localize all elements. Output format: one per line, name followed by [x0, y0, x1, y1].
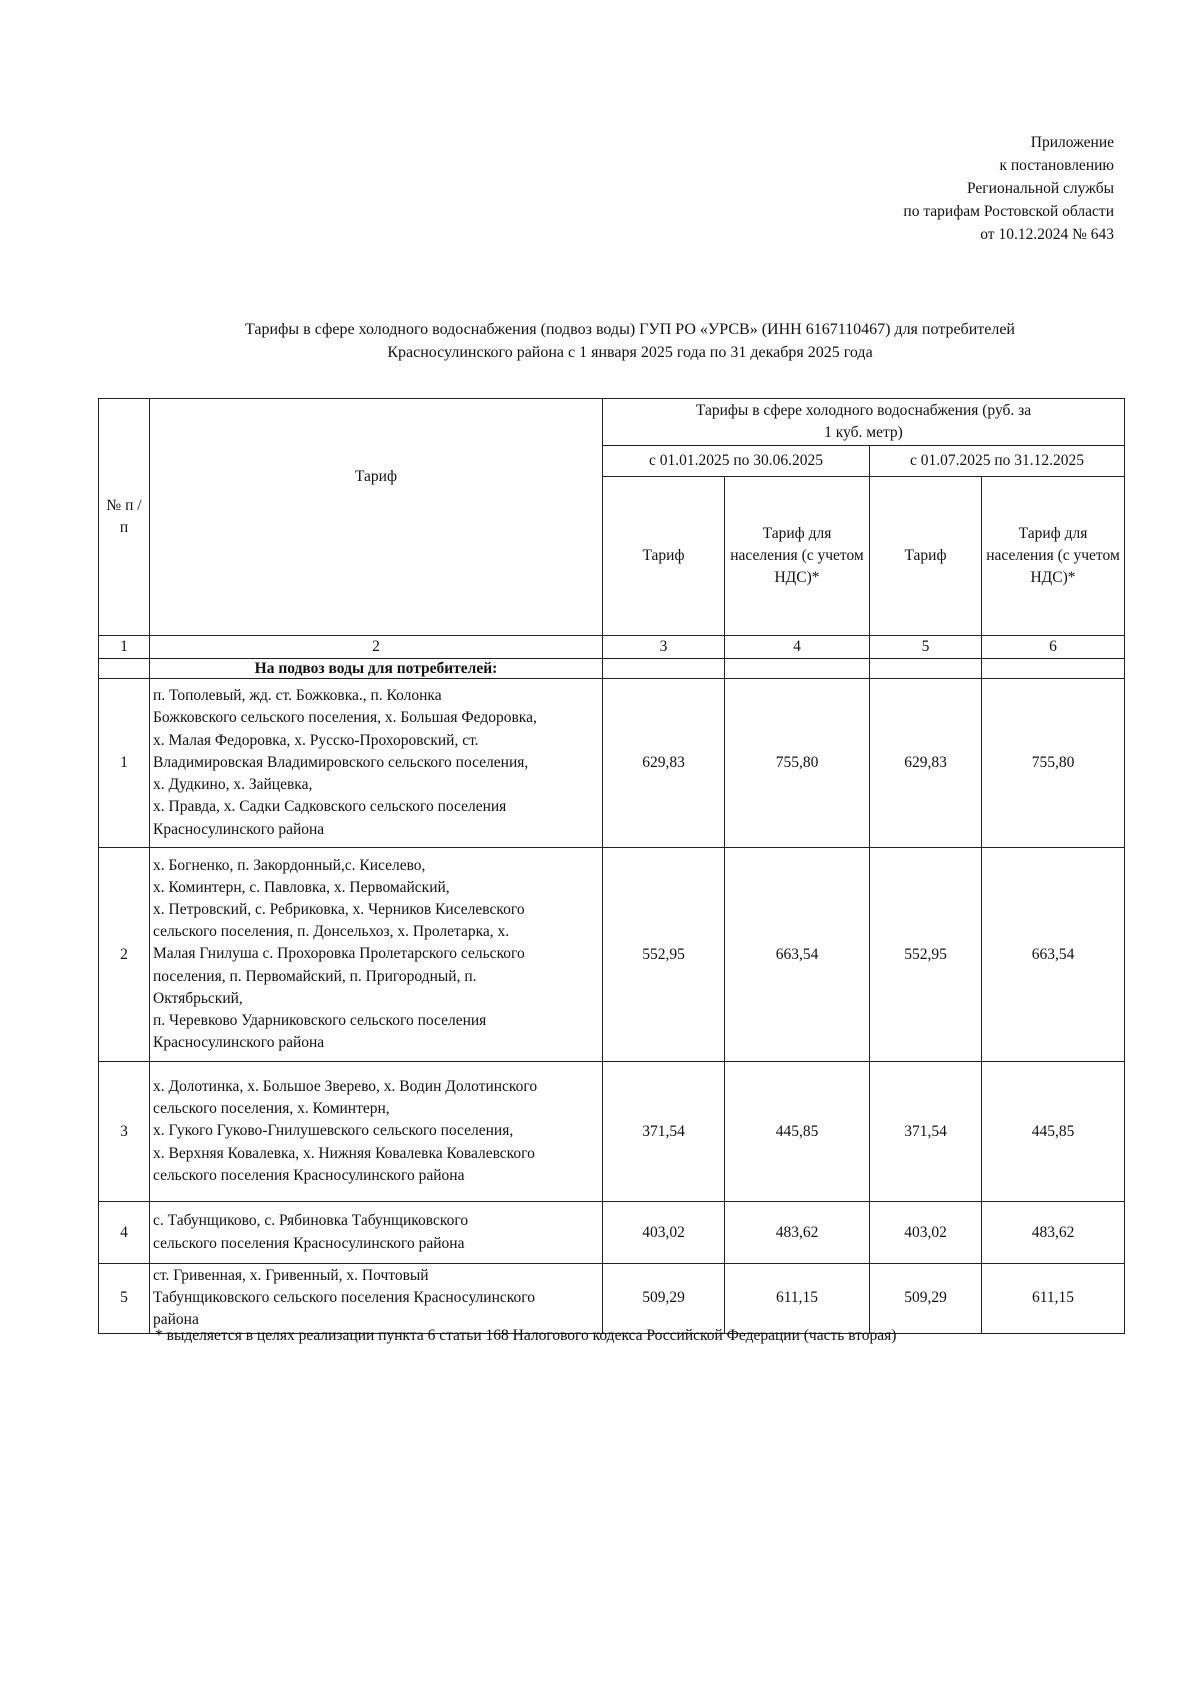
- area-line: п. Тополевый, жд. ст. Божковка., п. Колонка: [153, 687, 442, 705]
- area-line: Владимировская Владимировского сельского поселения,: [153, 753, 529, 771]
- header-col-population-2: Тариф для населения (с учетом НДС)*: [982, 477, 1125, 636]
- approval-line: Региональной службы: [967, 180, 1114, 197]
- area-line: сельского поселения Красносулинского района: [153, 1166, 465, 1184]
- title-line-2: Красносулинского района с 1 января 2025 года по 31 декабря 2025 года: [387, 344, 873, 361]
- area-line: х. Малая Федоровка, х. Русско-Прохоровский, ст.: [153, 731, 479, 749]
- area-line: х. Богненко, п. Закордонный,с. Киселево,: [153, 856, 426, 874]
- area-line: Малая Гнилуша с. Прохоровка Пролетарского сельского: [153, 945, 525, 963]
- row-number: 3: [99, 1062, 150, 1202]
- header-col-population-1: Тариф для населения (с учетом НДС)*: [725, 477, 870, 636]
- row-area: [150, 1202, 603, 1264]
- area-line: х. Коминтерн, с. Павловка, х. Первомайский,: [153, 878, 450, 896]
- section-row: [99, 659, 1125, 679]
- table-row: [99, 1264, 1125, 1334]
- population-tariff-value: 445,85: [982, 1062, 1125, 1202]
- header-tariff: [150, 399, 603, 636]
- header-col-tariff-1: Тариф: [603, 477, 725, 636]
- header-num: № п /п: [99, 399, 150, 636]
- area-line: поселения, п. Первомайский, п. Пригородный, п.: [153, 967, 477, 985]
- row-area: [150, 848, 603, 1062]
- area-line: Божковского сельского поселения, х. Большая Федоровка,: [153, 709, 537, 727]
- table-row: [99, 679, 1125, 848]
- header-group: Тарифы в сфере холодного водоснабжения (руб. за 1 куб. метр): [603, 399, 1125, 446]
- population-tariff-value: 755,80: [725, 679, 870, 848]
- area-line: х. Гукого Гуково-Гнилушевского сельского поселения,: [153, 1122, 514, 1140]
- approval-line: к постановлению: [999, 157, 1114, 174]
- area-line: х. Долотинка, х. Большое Зверево, х. Водин Долотинского: [153, 1077, 538, 1095]
- area-line: Табунщиковского сельского поселения Красносулинского: [153, 1289, 535, 1307]
- population-tariff-value: 445,85: [725, 1062, 870, 1202]
- row-area: [150, 679, 603, 848]
- area-line: х. Верхняя Ковалевка, х. Нижняя Ковалевка Ковалевского: [153, 1144, 535, 1162]
- population-tariff-value: 663,54: [725, 848, 870, 1062]
- row-number: 5: [99, 1264, 150, 1334]
- header-tariff-label: Тариф: [354, 468, 398, 485]
- area-line: п. Черевково Ударниковского сельского поселения: [153, 1012, 487, 1029]
- population-tariff-value: 663,54: [982, 848, 1125, 1062]
- tariff-value: 552,95: [603, 848, 725, 1062]
- table-row: [99, 848, 1125, 1062]
- row-area: [150, 1264, 603, 1334]
- table-row: [99, 1202, 1125, 1264]
- column-number: 6: [982, 636, 1125, 659]
- column-number: 4: [725, 636, 870, 659]
- population-tariff-value: 755,80: [982, 679, 1125, 848]
- area-line: сельского поселения, х. Коминтерн,: [153, 1100, 390, 1118]
- column-number: 2: [150, 636, 603, 659]
- population-tariff-value: 611,15: [982, 1264, 1125, 1334]
- tariff-value: 371,54: [870, 1062, 982, 1202]
- approval-line: по тарифам Ростовской области: [903, 203, 1114, 220]
- header-col-tariff-2: Тариф: [870, 477, 982, 636]
- tariff-table: [98, 398, 1125, 1334]
- row-number: 4: [99, 1202, 150, 1264]
- approval-block: [903, 131, 1114, 246]
- title-line-1: Тарифы в сфере холодного водоснабжения (подвоз воды) ГУП РО «УРСВ» (ИНН 6167110467) для потребителей: [245, 321, 1015, 338]
- tariff-value: 509,29: [603, 1264, 725, 1334]
- area-line: ст. Гривенная, х. Гривенный, х. Почтовый: [153, 1267, 429, 1284]
- area-line: сельского поселения Красносулинского района: [153, 1234, 465, 1252]
- tariff-value: 629,83: [870, 679, 982, 848]
- area-line: х. Дудкино, х. Зайцевка,: [153, 776, 313, 794]
- column-number: 3: [603, 636, 725, 659]
- header-period-1: с 01.01.2025 по 30.06.2025: [603, 446, 870, 477]
- population-tariff-value: 483,62: [725, 1202, 870, 1264]
- area-line: х. Петровский, с. Ребриковка, х. Черников Киселевского: [153, 900, 525, 918]
- tariff-value: 509,29: [870, 1264, 982, 1334]
- column-number: 1: [99, 636, 150, 659]
- approval-line: от 10.12.2024 № 643: [980, 226, 1114, 243]
- tariff-value: 629,83: [603, 679, 725, 848]
- row-number: 1: [99, 679, 150, 848]
- area-line: с. Табунщиково, с. Рябиновка Табунщиковского: [153, 1212, 469, 1230]
- area-line: Красносулинского района: [153, 820, 325, 838]
- row-number: 2: [99, 848, 150, 1062]
- table-row: [99, 1062, 1125, 1202]
- population-tariff-value: 483,62: [982, 1202, 1125, 1264]
- area-line: Октябрьский,: [153, 989, 243, 1007]
- row-area: [150, 1062, 603, 1202]
- approval-line: Приложение: [1030, 134, 1114, 151]
- area-line: района: [153, 1311, 199, 1329]
- population-tariff-value: 611,15: [725, 1264, 870, 1334]
- area-line: х. Правда, х. Садки Садковского сельского поселения: [153, 798, 507, 816]
- area-line: Красносулинского района: [153, 1034, 325, 1052]
- document-title: [130, 318, 1130, 364]
- footnote: * выделяется в целях реализации пункта 6 статьи 168 Налогового кодекса Российской Федерации (часть вторая): [155, 1327, 897, 1344]
- column-number-row: [99, 636, 1125, 659]
- column-number: 5: [870, 636, 982, 659]
- header-period-2: с 01.07.2025 по 31.12.2025: [870, 446, 1125, 477]
- tariff-value: 552,95: [870, 848, 982, 1062]
- tariff-value: 403,02: [603, 1202, 725, 1264]
- tariff-value: 403,02: [870, 1202, 982, 1264]
- area-line: сельского поселения, п. Донсельхоз, х. Пролетарка, х.: [153, 923, 510, 941]
- tariff-value: 371,54: [603, 1062, 725, 1202]
- section-title: На подвоз воды для потребителей:: [150, 659, 603, 679]
